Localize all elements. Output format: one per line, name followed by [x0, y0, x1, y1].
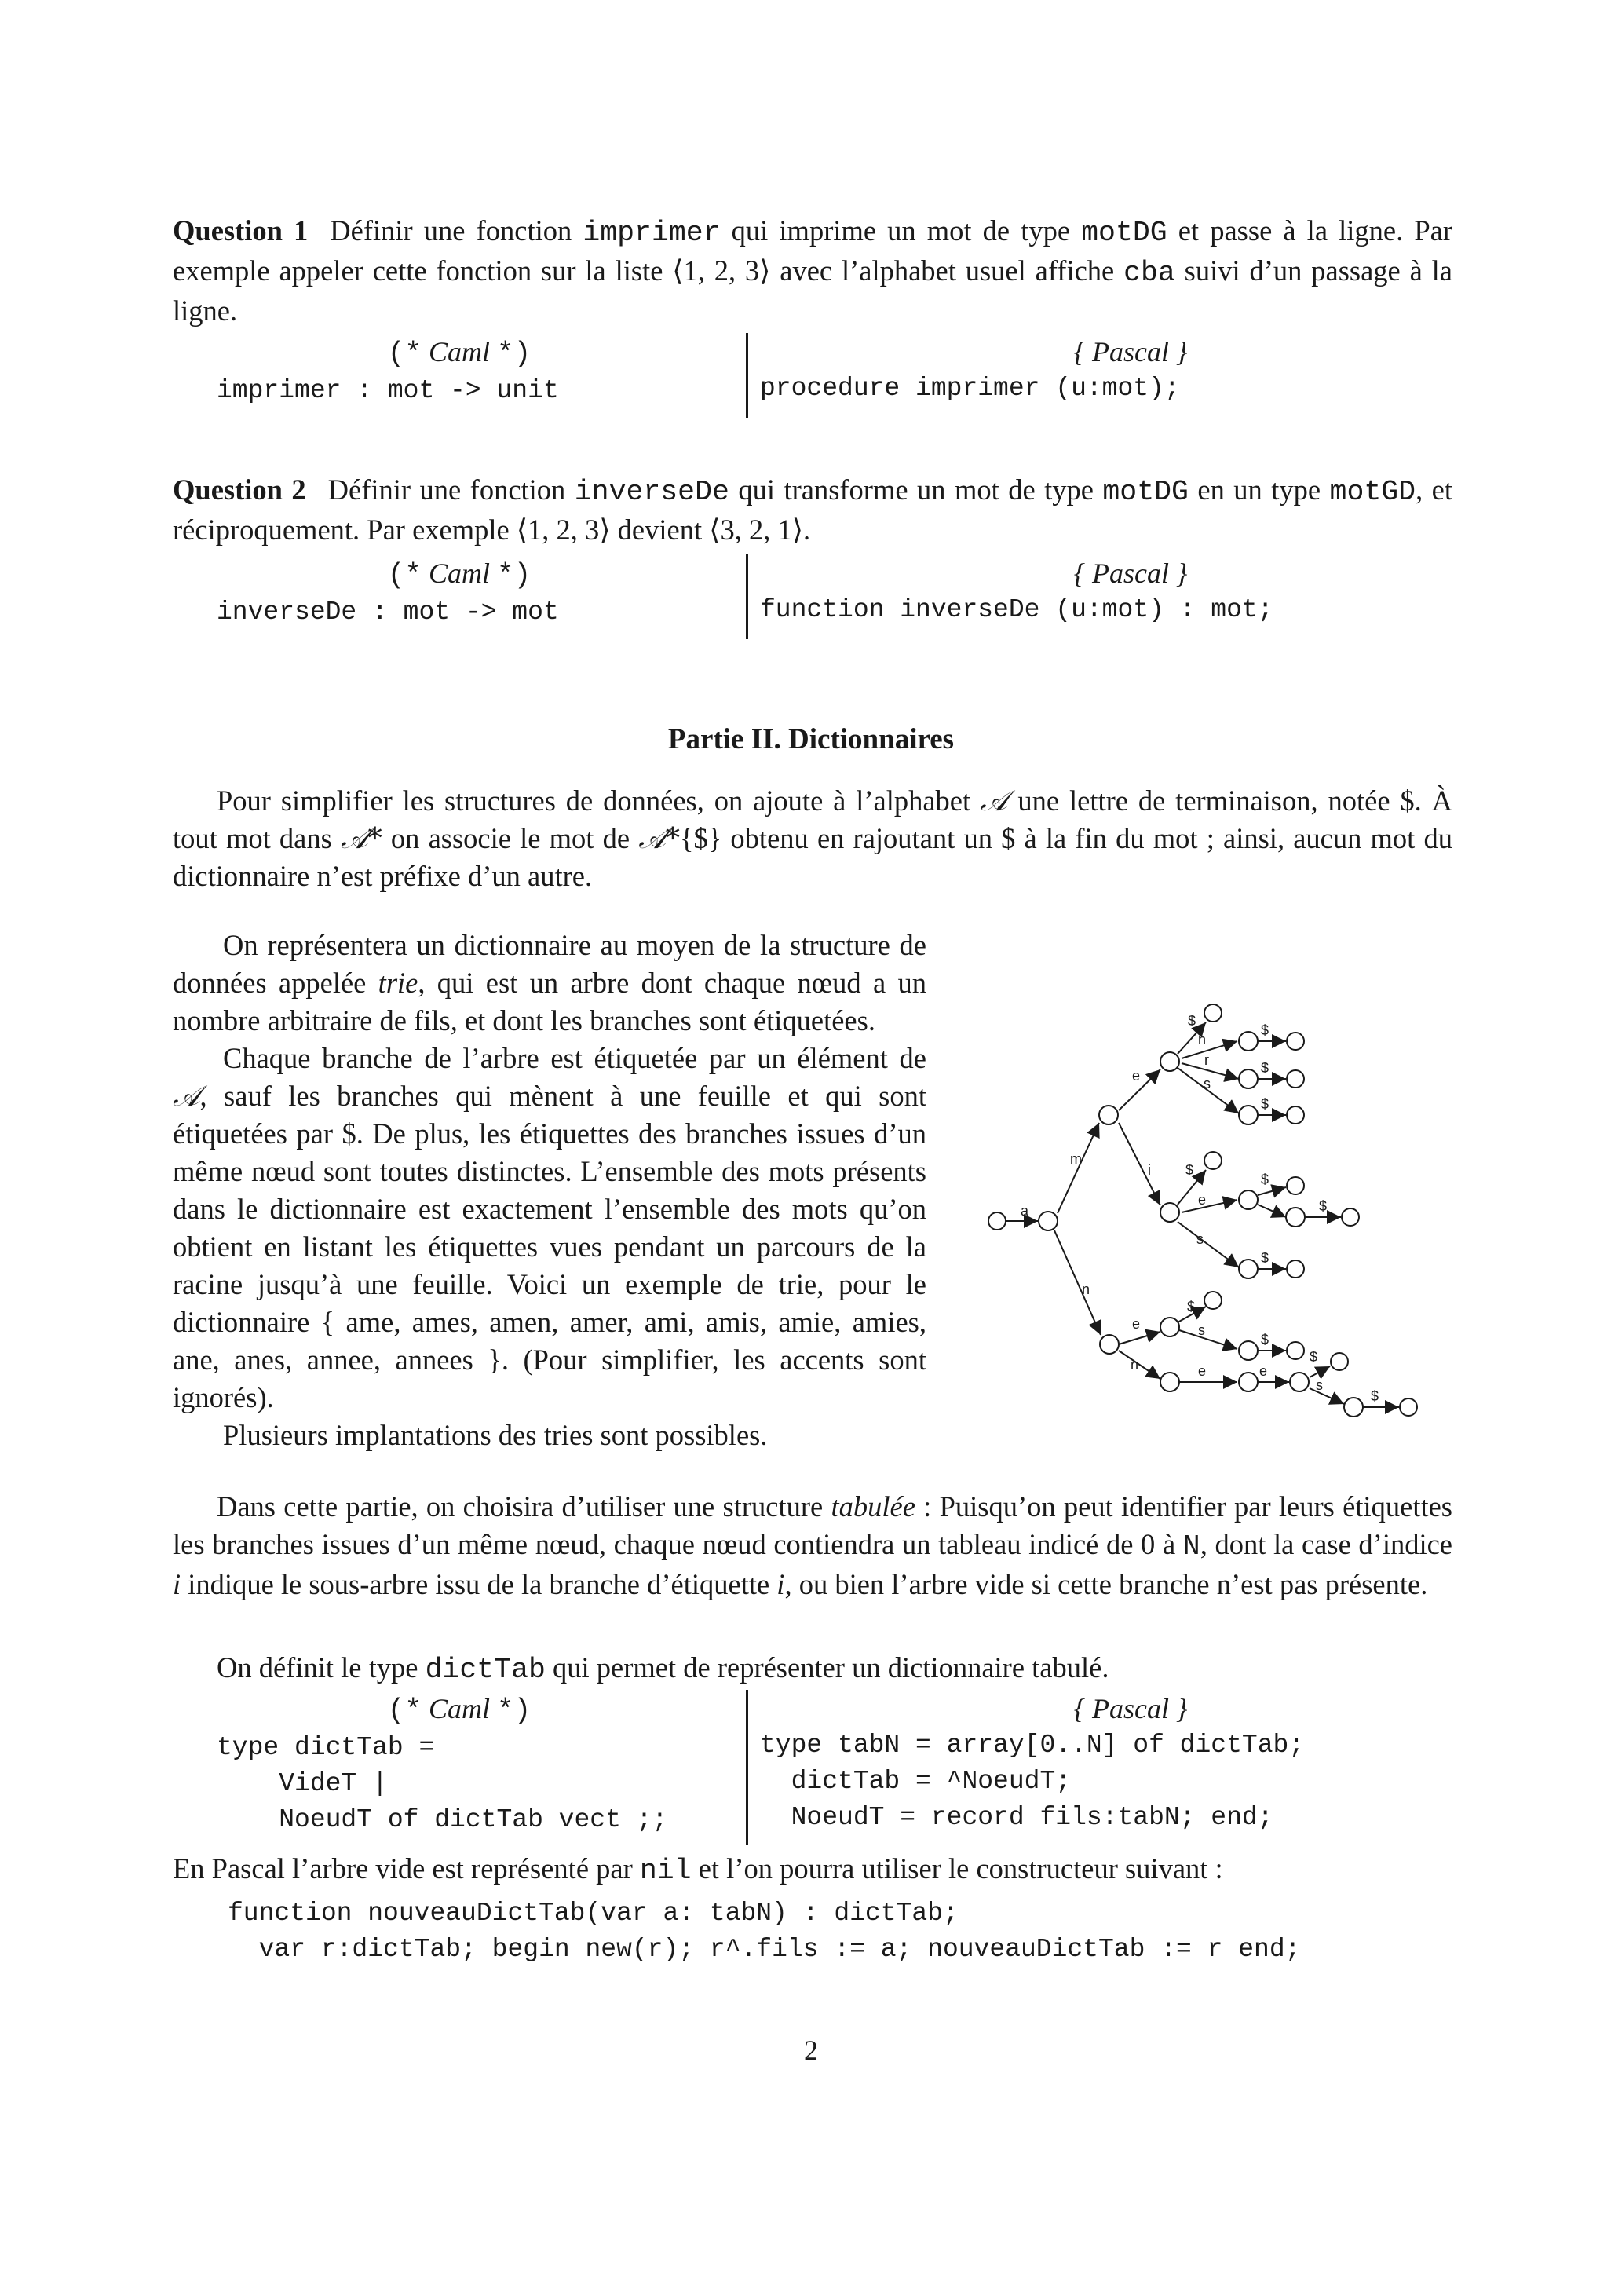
caml-code-line: VideT |: [217, 1769, 388, 1798]
svg-text:e: e: [1259, 1363, 1268, 1379]
trie-paragraph-3: Plusieurs implantations des tries sont possibles.: [223, 1419, 768, 1451]
caml-signature: imprimer : mot -> unit: [217, 376, 559, 405]
svg-text:e: e: [1132, 1316, 1141, 1332]
svg-text:s: s: [1204, 1076, 1211, 1091]
svg-text:$: $: [1261, 1096, 1269, 1112]
svg-text:r: r: [1204, 1052, 1209, 1068]
svg-text:i: i: [1148, 1162, 1151, 1178]
svg-text:$: $: [1188, 1013, 1196, 1029]
caml-signature: inverseDe : mot -> mot: [217, 598, 559, 627]
constructor-line: function nouveauDictTab(var a: tabN) : dictTab;: [228, 1899, 959, 1928]
svg-text:$: $: [1261, 1172, 1269, 1187]
caml-label: (* Caml *): [387, 558, 532, 591]
pascal-label: { Pascal }: [1073, 1693, 1188, 1724]
svg-text:$: $: [1185, 1162, 1194, 1178]
trie-description: [173, 927, 926, 1454]
svg-text:$: $: [1261, 1250, 1269, 1266]
svg-text:e: e: [1198, 1192, 1207, 1208]
caml-label: (* Caml *): [387, 336, 532, 370]
section-title: Partie II. Dictionnaires: [667, 723, 955, 755]
pascal-code-line: NoeudT = record fils:tabN; end;: [760, 1803, 1273, 1832]
svg-text:e: e: [1198, 1363, 1207, 1379]
svg-text:a: a: [1021, 1203, 1029, 1219]
pascal-label: { Pascal }: [1073, 336, 1188, 367]
caml-code-line: NoeudT of dictTab vect ;;: [217, 1805, 668, 1834]
svg-text:e: e: [1132, 1068, 1141, 1084]
constructor-line: var r:dictTab; begin new(r); r^.fils := a; nouveauDictTab := r end;: [228, 1935, 1301, 1964]
pascal-code-line: dictTab = ^NoeudT;: [760, 1767, 1072, 1796]
dicttab-code: [173, 1690, 1452, 1847]
intro-paragraph: Pour simplifier les structures de données, on ajoute à l’alphabet 𝒜 une lettre de terminaison, notée $. À tout mot dans 𝒜* on associe le mot de 𝒜*{$} obtenu en rajoutant un $ à la fin du mot ; ainsi, aucun mot du dictionnaire n’est préfixe d’un autre.: [173, 784, 1453, 892]
svg-text:$: $: [1261, 1022, 1269, 1038]
svg-text:$: $: [1319, 1198, 1328, 1214]
svg-text:$: $: [1261, 1332, 1269, 1347]
svg-text:$: $: [1310, 1349, 1318, 1365]
question-2-text: Question 2 Définir une fonction inverseDe qui transforme un mot de type motDG en un type motGD, et réciproquement. Par exemple ⟨1, 2, 3⟩ devient ⟨3, 2, 1⟩.: [173, 473, 1452, 546]
svg-text:$: $: [1187, 1299, 1196, 1314]
caml-label: (* Caml *): [387, 1693, 532, 1727]
dicttab-sentence: On définit le type dictTab qui permet de représenter un dictionnaire tabulé.: [217, 1651, 1109, 1686]
question-2-code: [173, 554, 1452, 641]
caml-code-line: type dictTab =: [217, 1733, 435, 1762]
constructor-code: [173, 1896, 1452, 1968]
question-2-label: Question 2: [173, 473, 306, 506]
question-1-label: Question 1: [173, 214, 309, 247]
pascal-signature: procedure imprimer (u:mot);: [760, 374, 1180, 403]
pascal-code-line: type tabN = array[0..N] of dictTab;: [760, 1731, 1305, 1760]
trie-edges: [1006, 1022, 1399, 1407]
trie-diagram: [974, 982, 1429, 1437]
svg-text:n: n: [1198, 1032, 1207, 1047]
pascal-note: En Pascal l’arbre vide est représenté par nil et l’on pourra utiliser le constructeur suivant :: [173, 1852, 1223, 1887]
svg-text:n: n: [1082, 1281, 1090, 1297]
tabulee-paragraph: Dans cette partie, on choisira d’utiliser une structure tabulée : Puisqu’on peut identifier par leurs étiquettes les branches issues d’un même nœud, chaque nœud contiendra un tableau indicé de 0 à N, dont la case d’indice i indique le sous-arbre issu de la branche d’étiquette i, ou bien l’arbre vide si cette branche n’est pas présente.: [173, 1490, 1453, 1600]
svg-text:m: m: [1070, 1151, 1082, 1167]
trie-paragraph-1: On représentera un dictionnaire au moyen de la structure de données appelée trie, qui est un arbre dont chaque nœud a un nombre arbitraire de fils, et dont les branches sont étiquetées.: [173, 929, 926, 1036]
svg-text:s: s: [1316, 1377, 1323, 1393]
svg-text:s: s: [1198, 1322, 1205, 1338]
svg-text:$: $: [1371, 1388, 1379, 1404]
page-number: 2: [804, 2035, 818, 2066]
svg-text:n: n: [1131, 1357, 1139, 1373]
trie-paragraph-2: Chaque branche de l’arbre est étiquetée par un élément de 𝒜, sauf les branches qui mènent à une feuille et qui sont étiquetées par $. De plus, les étiquettes des branches issues d’un même nœud sont toutes distinctes. L’ensemble des mots présents dans le dictionnaire est exactement l’ensemble des mots qu’on obtient en listant les étiquettes vues pendant un parcours de la racine jusqu’à une feuille. Voici un exemple de trie, pour le dictionnaire { ame, ames, amen, amer, ami, amis, amie, amies, ane, anes, annee, annees }. (Pour simplifier, les accents sont ignorés).: [173, 1042, 926, 1413]
pascal-signature: function inverseDe (u:mot) : mot;: [760, 595, 1273, 624]
pascal-label: { Pascal }: [1073, 558, 1188, 589]
question-1-text: Question 1 Définir une fonction imprimer qui imprime un mot de type motDG et passe à la ligne. Par exemple appeler cette fonction sur la liste ⟨1, 2, 3⟩ avec l’alphabet usuel affiche cba suivi d’un passage à la ligne.: [173, 214, 1452, 327]
svg-text:s: s: [1196, 1231, 1204, 1247]
question-1-code: [173, 333, 1452, 419]
trie-nodes: [988, 1004, 1417, 1417]
svg-text:$: $: [1261, 1060, 1269, 1076]
